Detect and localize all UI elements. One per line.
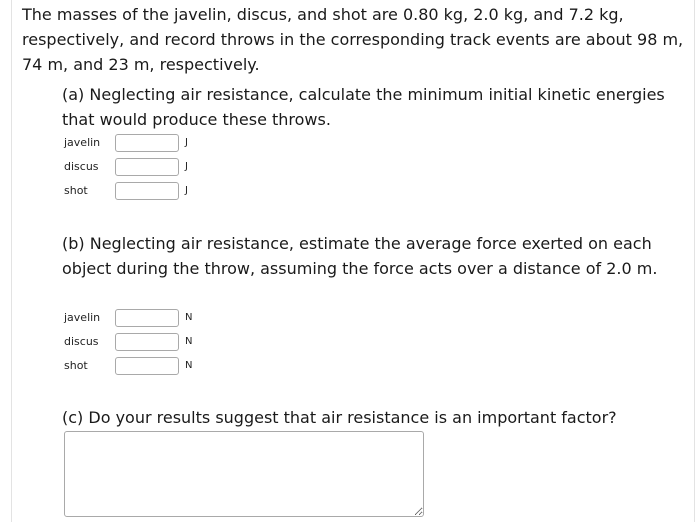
unit-label: N: [185, 336, 193, 347]
row-label: javelin: [64, 311, 101, 324]
row-label: shot: [64, 184, 88, 197]
shot-energy-input[interactable]: [115, 182, 179, 200]
javelin-energy-input[interactable]: [115, 134, 179, 152]
left-border: [11, 0, 12, 522]
unit-label: N: [185, 360, 193, 371]
javelin-force-input[interactable]: [115, 309, 179, 327]
row-label: javelin: [64, 136, 101, 149]
air-resistance-answer-textarea[interactable]: [64, 431, 424, 517]
row-label: discus: [64, 160, 99, 173]
discus-energy-input[interactable]: [115, 158, 179, 176]
shot-force-input[interactable]: [115, 357, 179, 375]
unit-label: J: [185, 137, 188, 148]
part-c-question: (c) Do your results suggest that air resistance is an important factor?: [62, 408, 617, 427]
problem-statement: The masses of the javelin, discus, and shot are 0.80 kg, 2.0 kg, and 7.2 kg, respectively, and record throws in the corresponding track events are about 98 m, 74 m, and 23 m, respectively.: [22, 5, 684, 74]
unit-label: J: [185, 161, 188, 172]
discus-force-input[interactable]: [115, 333, 179, 351]
row-label: discus: [64, 335, 99, 348]
right-border: [694, 0, 695, 522]
part-a-question: (a) Neglecting air resistance, calculate the minimum initial kinetic energies that would produce these throws.: [62, 85, 665, 129]
unit-label: N: [185, 312, 193, 323]
unit-label: J: [185, 185, 188, 196]
row-label: shot: [64, 359, 88, 372]
part-b-question: (b) Neglecting air resistance, estimate the average force exerted on each object during the throw, assuming the force acts over a distance of 2.0 m.: [62, 234, 658, 278]
